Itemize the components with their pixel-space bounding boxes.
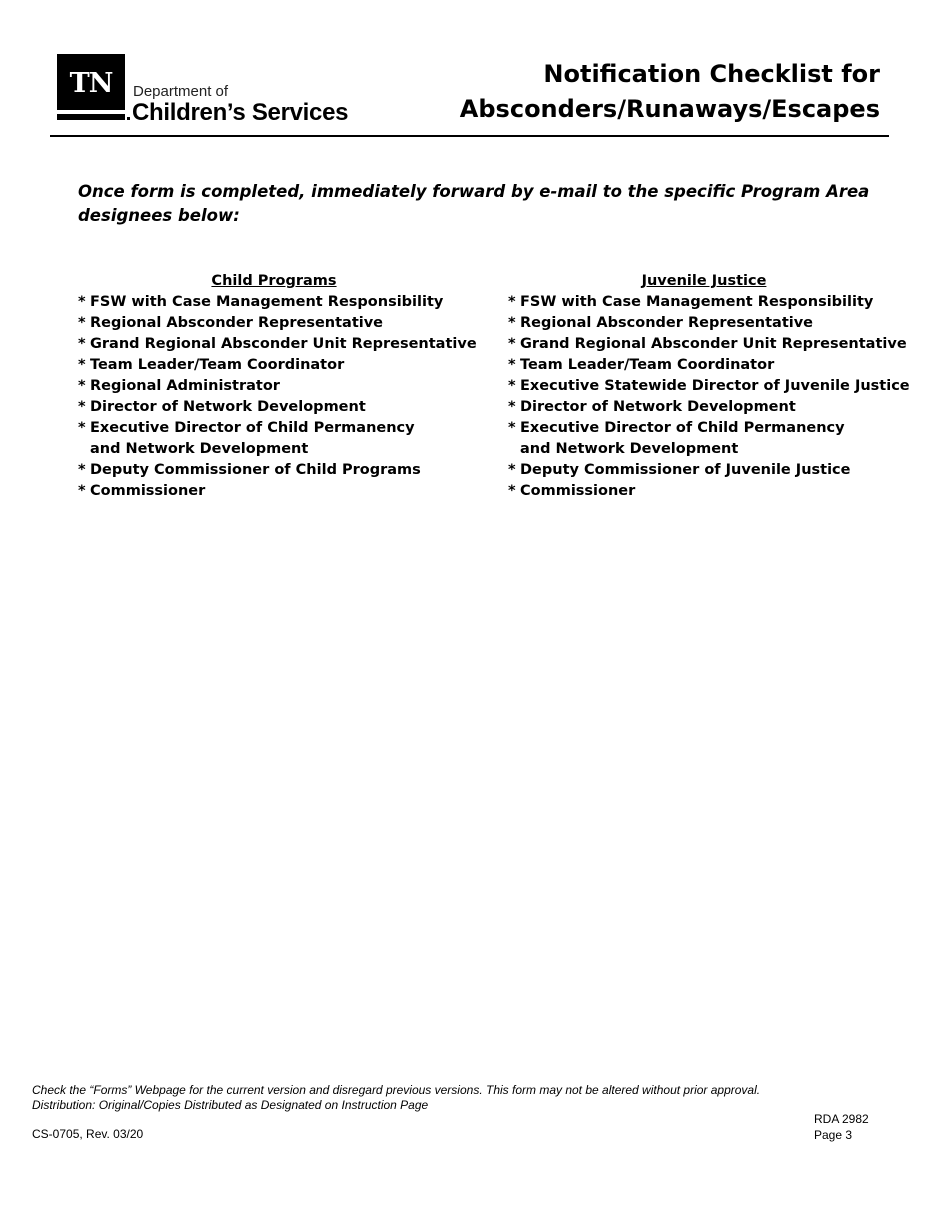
list-item [78,418,450,460]
logo-dot [127,117,130,120]
list-item-text: Deputy Commissioner of Child Programs [90,462,421,478]
list-item-text: Director of Network Development [90,399,366,415]
footer-note [32,1083,760,1113]
footer-note-line-2: Distribution: Original/Copies Distributed as Designated on Instruction Page [32,1098,429,1112]
dcs-logo [57,54,367,126]
juvenile-justice-list [508,292,928,502]
list-item [508,418,880,460]
list-item [508,313,928,334]
bullet-asterisk: * [508,336,516,352]
bullet-asterisk: * [508,462,516,478]
page-title-line-2: Absconders/Runaways/Escapes [459,95,880,123]
juvenile-justice-heading: Juvenile Justice [641,273,767,289]
logo-underline-bar [57,114,125,120]
rda-number: RDA 2982 [814,1112,869,1126]
list-item-text: Director of Network Development [520,399,796,415]
bullet-asterisk: * [78,357,86,373]
list-item-text: Grand Regional Absconder Unit Representative [520,336,907,352]
list-item-text: Executive Director of Child Permanency and Network Development [90,420,415,457]
list-item [508,292,928,313]
list-item [508,376,928,397]
bullet-asterisk: * [508,315,516,331]
list-item [78,313,478,334]
list-item [508,481,928,502]
juvenile-justice-column [508,271,928,502]
bullet-asterisk: * [508,420,516,436]
tn-logo-mark: TN [57,54,125,110]
list-item [78,376,478,397]
form-code: CS-0705, Rev. 03/20 [32,1127,144,1141]
list-item [508,460,928,481]
logo-department-prefix: Department of [133,83,229,100]
child-programs-list [78,292,478,502]
bullet-asterisk: * [78,462,86,478]
list-item [78,397,478,418]
list-item [78,334,478,355]
page-title-line-1: Notification Checklist for [543,60,880,88]
list-item-text: Grand Regional Absconder Unit Representative [90,336,477,352]
footer-note-line-1: Check the “Forms” Webpage for the current version and disregard previous versions. This form may not be altered without prior approval. [32,1083,761,1097]
list-item [78,292,478,313]
list-item [78,481,478,502]
bullet-asterisk: * [508,357,516,373]
page-number: Page 3 [814,1128,853,1142]
list-item-text: Team Leader/Team Coordinator [90,357,345,373]
bullet-asterisk: * [508,378,516,394]
list-item [78,355,478,376]
list-item-text: Executive Director of Child Permanency and Network Development [520,420,845,457]
list-item-text: Regional Administrator [90,378,280,394]
bullet-asterisk: * [78,420,86,436]
list-item [508,334,928,355]
footer-right-block [814,1111,869,1143]
child-programs-heading: Child Programs [211,273,337,289]
list-item [78,460,478,481]
child-programs-column [78,271,478,502]
bullet-asterisk: * [78,315,86,331]
bullet-asterisk: * [508,483,516,499]
list-item-text: Regional Absconder Representative [90,315,384,331]
logo-department-name: Children’s Services [132,99,349,126]
list-item-text: FSW with Case Management Responsibility [520,294,874,310]
header-divider [50,135,889,137]
bullet-asterisk: * [78,336,86,352]
list-item-text: Executive Statewide Director of Juvenile Justice [520,378,910,394]
bullet-asterisk: * [78,483,86,499]
list-item-text: Team Leader/Team Coordinator [520,357,775,373]
bullet-asterisk: * [78,294,86,310]
list-item-text: Deputy Commissioner of Juvenile Justice [520,462,851,478]
bullet-asterisk: * [78,378,86,394]
list-item-text: Regional Absconder Representative [520,315,814,331]
list-item-text: FSW with Case Management Responsibility [90,294,444,310]
bullet-asterisk: * [508,294,516,310]
bullet-asterisk: * [78,399,86,415]
list-item [508,355,928,376]
page-title [460,57,880,127]
bullet-asterisk: * [508,399,516,415]
list-item [508,397,928,418]
list-item-text: Commissioner [520,483,636,499]
instruction-text: Once form is completed, immediately forward by e-mail to the specific Program Area designees below: [78,182,870,225]
list-item-text: Commissioner [90,483,206,499]
